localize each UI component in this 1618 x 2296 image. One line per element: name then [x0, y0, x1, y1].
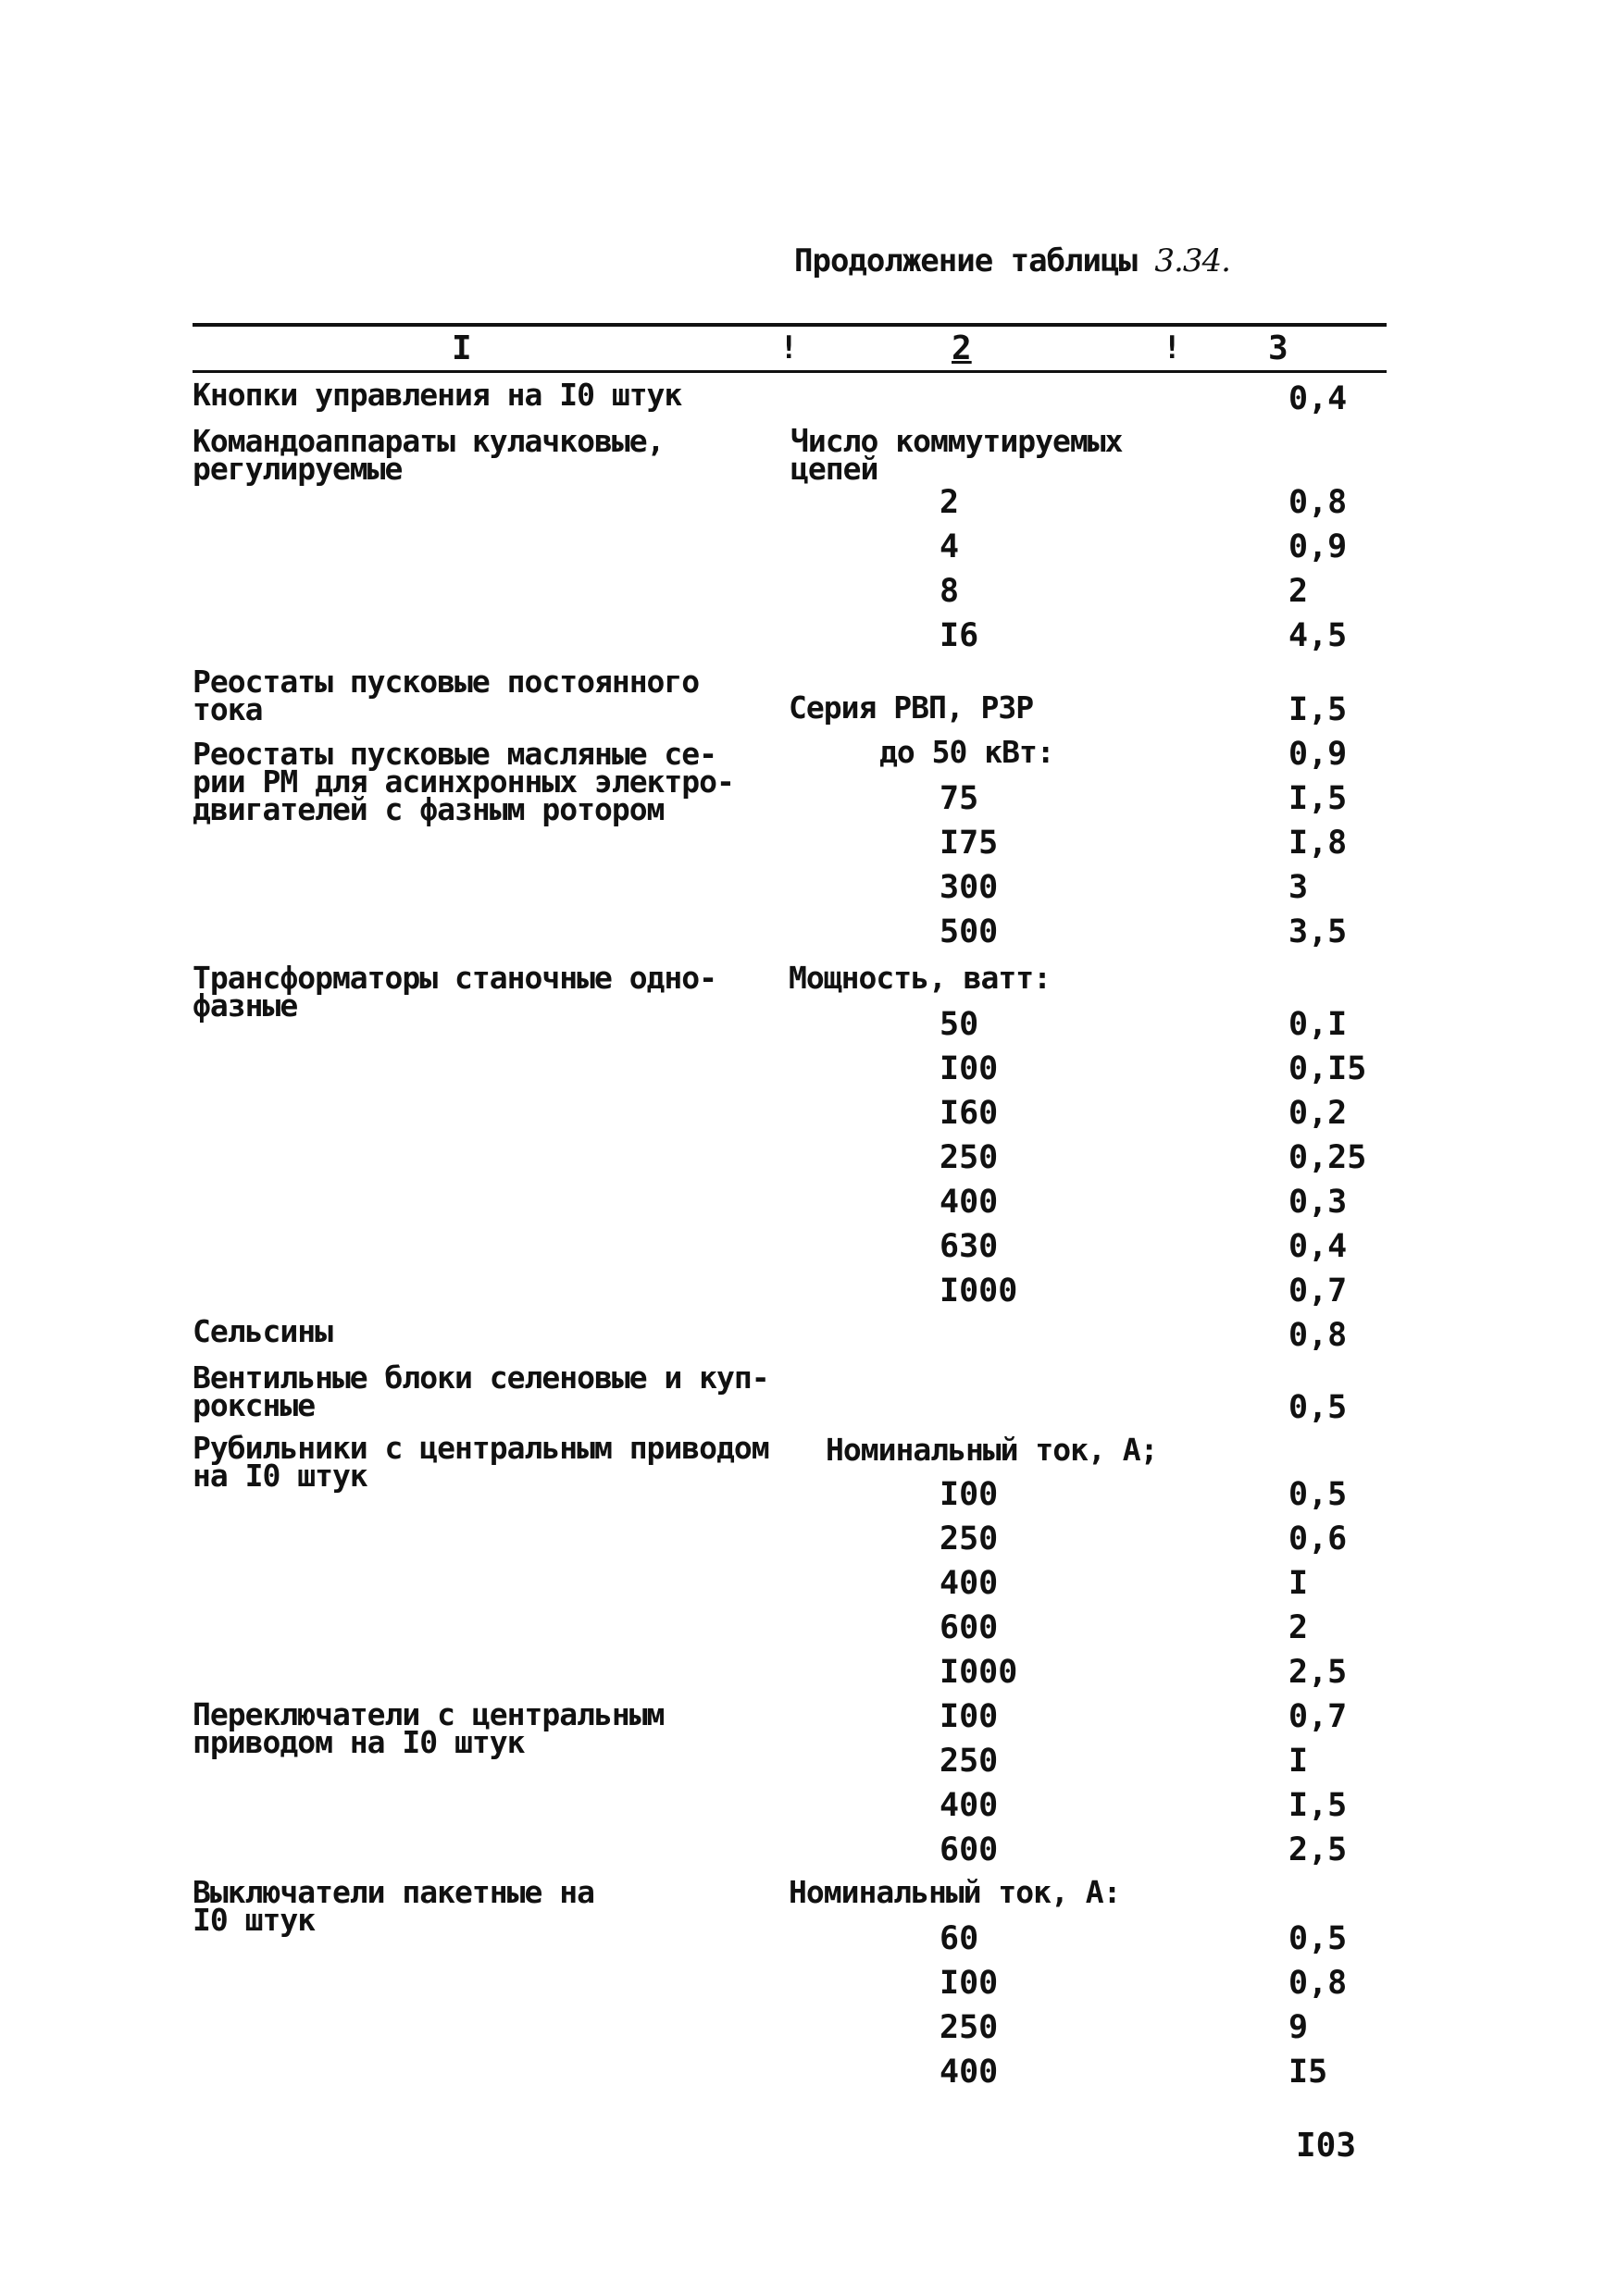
parameter-value: 250: [940, 1139, 999, 1176]
table-header-rule: [193, 370, 1387, 373]
entry-name-line: Выключатели пакетные на: [193, 1874, 594, 1910]
entry-name-line: Вентильные блоки селеновые и куп-: [193, 1359, 769, 1396]
entry-name: [193, 423, 803, 487]
parameter-value: 500: [940, 913, 999, 950]
coefficient-value: 2: [1288, 1609, 1309, 1646]
coefficient-value: 0,9: [1288, 736, 1348, 773]
column-separator: !: [779, 329, 799, 366]
coefficient-value: 0,8: [1288, 1317, 1348, 1354]
parameter-heading: Мощность, ватт:: [789, 960, 1052, 996]
entry-name-line: Трансформаторы станочные одно-: [193, 960, 717, 996]
parameter-value: 2: [940, 484, 960, 521]
entry-name-line: Командоаппараты кулачковые,: [193, 423, 665, 459]
parameter-value: 400: [940, 1184, 999, 1221]
coefficient-value: 0,4: [1288, 380, 1348, 417]
parameter-value: 75: [940, 780, 979, 817]
entry-name-line: Реостаты пусковые масляные се-: [193, 736, 717, 772]
parameter-value: I000: [940, 1654, 1018, 1691]
parameter-value: I00: [940, 1050, 999, 1087]
coefficient-value: 0,5: [1288, 1389, 1348, 1426]
coefficient-value: 0,9: [1288, 528, 1348, 565]
coefficient-value: 0,25: [1288, 1139, 1367, 1176]
parameter-heading: до 50 кВт:: [879, 734, 1054, 770]
coefficient-value: 0,4: [1288, 1228, 1348, 1265]
parameter-value: I6: [940, 617, 979, 654]
parameter-value: 600: [940, 1831, 999, 1868]
table-top-rule: [193, 323, 1387, 327]
parameter-value: I00: [940, 1965, 999, 2002]
parameter-value: 400: [940, 2054, 999, 2091]
coefficient-value: 2,5: [1288, 1831, 1348, 1868]
column-header-1: I: [452, 329, 472, 367]
coefficient-value: 0,2: [1288, 1095, 1348, 1132]
parameter-value: 4: [940, 528, 960, 565]
parameter-heading: Серия РВП, РЗР: [789, 689, 1034, 726]
column-separator: !: [1163, 329, 1182, 366]
coefficient-value: 0,5: [1288, 1920, 1348, 1957]
parameter-value: I00: [940, 1476, 999, 1513]
parameter-value: 250: [940, 1743, 999, 1780]
coefficient-value: 2: [1288, 573, 1309, 610]
entry-name-line: регулируемые: [193, 451, 403, 487]
entry-name-line: приводом на I0 штук: [193, 1724, 525, 1760]
coefficient-value: 0,7: [1288, 1698, 1348, 1735]
table-caption: [794, 242, 1230, 279]
entry-name: [193, 1313, 803, 1349]
parameter-value: 250: [940, 1520, 999, 1558]
parameter-heading: Номинальный ток, А;: [826, 1432, 1158, 1468]
page-number: I03: [1296, 2127, 1357, 2165]
entry-name: [193, 664, 803, 727]
coefficient-value: I,5: [1288, 691, 1348, 728]
coefficient-value: I5: [1288, 2054, 1328, 2091]
parameter-value: I000: [940, 1272, 1018, 1309]
entry-name-line: фазные: [193, 987, 298, 1024]
entry-name: [193, 1359, 803, 1423]
entry-name: [193, 1430, 803, 1494]
coefficient-value: 0,6: [1288, 1520, 1348, 1558]
parameter-heading: [790, 423, 1123, 487]
parameter-heading-line: Число коммутируемых: [790, 423, 1123, 459]
coefficient-value: 3: [1288, 869, 1309, 906]
parameter-value: 8: [940, 573, 960, 610]
entry-name-line: на I0 штук: [193, 1458, 367, 1494]
coefficient-value: 0,3: [1288, 1184, 1348, 1221]
entry-name: [193, 736, 803, 827]
coefficient-value: 0,8: [1288, 1965, 1348, 2002]
entry-name: [193, 1874, 803, 1938]
entry-name: [193, 1696, 803, 1760]
coefficient-value: 0,5: [1288, 1476, 1348, 1513]
column-header-3: 3: [1268, 329, 1288, 367]
parameter-heading: Номинальный ток, А:: [789, 1874, 1121, 1910]
entry-name-line: Кнопки управления на I0 штук: [193, 377, 682, 413]
parameter-value: I60: [940, 1095, 999, 1132]
coefficient-value: 0,8: [1288, 484, 1348, 521]
entry-name-line: I0 штук: [193, 1902, 316, 1938]
parameter-value: 250: [940, 2009, 999, 2046]
coefficient-value: 0,7: [1288, 1272, 1348, 1309]
parameter-value: 60: [940, 1920, 979, 1957]
coefficient-value: 0,I5: [1288, 1050, 1367, 1087]
coefficient-value: I,8: [1288, 825, 1348, 862]
entry-name: [193, 960, 803, 1024]
coefficient-value: I: [1288, 1743, 1309, 1780]
caption-text: Продолжение таблицы: [794, 242, 1137, 279]
caption-table-number: 3.34.: [1154, 242, 1230, 279]
column-header-2: 2: [952, 329, 972, 367]
coefficient-value: I,5: [1288, 780, 1348, 817]
entry-name-line: роксные: [193, 1387, 316, 1423]
entry-name-line: рии РМ для асинхронных электро-: [193, 763, 734, 800]
coefficient-value: 0,I: [1288, 1006, 1348, 1043]
parameter-value: 600: [940, 1609, 999, 1646]
parameter-value: I75: [940, 825, 999, 862]
parameter-value: 400: [940, 1787, 999, 1824]
parameter-value: I00: [940, 1698, 999, 1735]
coefficient-value: 4,5: [1288, 617, 1348, 654]
entry-name-line: Переключатели с центральным: [193, 1696, 665, 1732]
parameter-value: 300: [940, 869, 999, 906]
entry-name-line: двигателей с фазным ротором: [193, 791, 665, 827]
parameter-value: 630: [940, 1228, 999, 1265]
coefficient-value: I,5: [1288, 1787, 1348, 1824]
entry-name: [193, 377, 803, 413]
coefficient-value: 9: [1288, 2009, 1309, 2046]
entry-name-line: Сельсины: [193, 1313, 332, 1349]
parameter-value: 400: [940, 1565, 999, 1602]
entry-name-line: Рубильники с центральным приводом: [193, 1430, 769, 1466]
parameter-heading-line: цепей: [790, 451, 878, 487]
parameter-value: 50: [940, 1006, 979, 1043]
entry-name-line: Реостаты пусковые постоянного: [193, 664, 700, 700]
coefficient-value: I: [1288, 1565, 1309, 1602]
entry-name-line: тока: [193, 691, 263, 727]
coefficient-value: 2,5: [1288, 1654, 1348, 1691]
coefficient-value: 3,5: [1288, 913, 1348, 950]
